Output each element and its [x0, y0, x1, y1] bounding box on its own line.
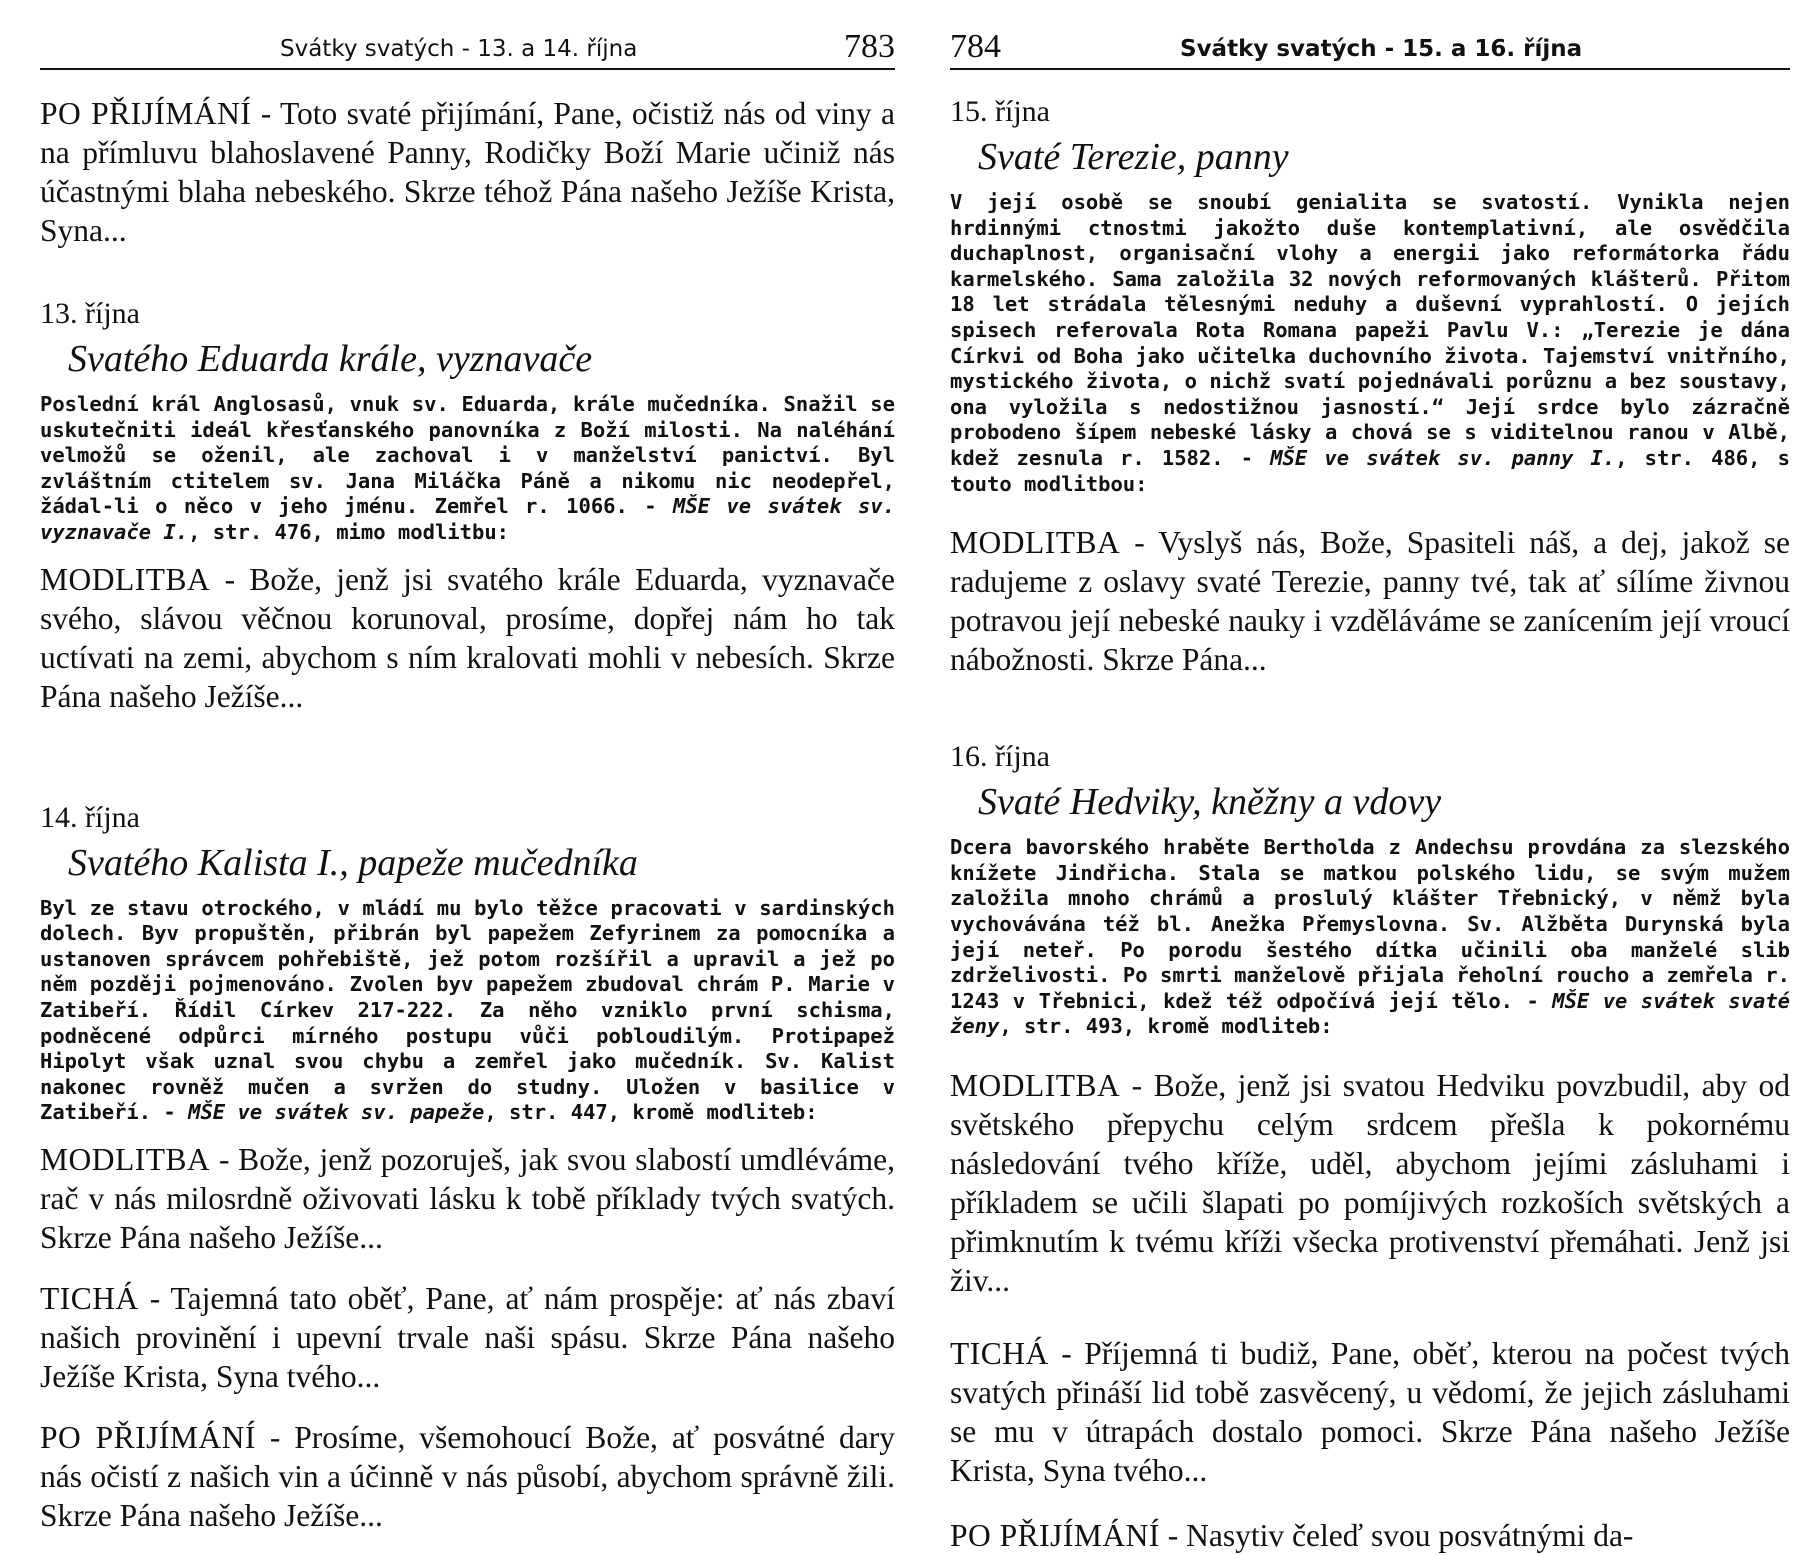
prayer-label: MODLITBA — [40, 1141, 211, 1177]
saint-biography: Dcera bavorského hraběte Bertholda z Andechsu provdána za slezského knížete Jindřicha. Stala se matkou polského lidu, se svým mužem založila mnoho chrámů a proslulý klášter Třebnický, v němž byla vychovávána též bl. Anežka Přemyslovna. Sv. Alžběta Durynská byla její neteř. Po porodu šestého dítka učinili oba manželé slib zdrželivosti. Po smrti manželově přijala řeholní roucho a zemřela r. 1243 v Třebnici, kdež též odpočívá její tělo. - MŠE ve svátek svaté ženy, str. 493, kromě modliteb: — [950, 835, 1791, 1039]
feast-date: 13. října — [40, 297, 140, 330]
left-page — [40, 0, 895, 1533]
saint-biography: Byl ze stavu otrockého, v mládí mu bylo těžce pracovati v sardinských dolech. Byv propuštěn, přibrán byl papežem Zefyrinem za pomocníka a ustanoven správcem pohřebiště, jež potom rozšířil a upravil a jež po něm později pojmenováno. Zvolen byv papežem zbudoval chrám P. Marie v Zatibeří. Řídil Církev 217-222. Za něho vzniklo první schisma, podněcené odpůrci mírného postupu vůči pobloudilým. Protipapež Hipolyt však uznal svou chybu a zemřel jako mučedník. Sv. Kalist nakonec rovněž mučen a svržen do studny. Uložen v basilice v Zatibeří. - MŠE ve svátek sv. papeže, str. 447, kromě modliteb: — [40, 895, 895, 1125]
feast-oct-16 — [950, 739, 1790, 1555]
modlitba-prayer — [950, 1066, 1790, 1300]
saint-title: Svaté Hedviky, kněžny a vdovy — [978, 781, 1442, 824]
prayer-label: MODLITBA — [950, 1067, 1121, 1103]
prayer-label: PO PŘIJÍMÁNÍ — [950, 1517, 1160, 1553]
page-header — [950, 8, 1790, 70]
page-content — [40, 70, 895, 1535]
right-page — [950, 0, 1791, 1553]
prayer-text: - Bože, jenž jsi svatou Hedviku povzbudil, aby od světského přepychu celým srdcem přešla k pokornému následování tvého kříže, uděl, abychom jejími zásluhami i příkladem se učili šlapati po pomíjivých rozkoších světských a přimknutím k tvému kříži všecka protivenství přemáhati. Jenž jsi živ... — [950, 1067, 1790, 1298]
prayer-label: TICHÁ — [950, 1335, 1049, 1371]
prayer-text: - Bože, jenž jsi svatého krále Eduarda, vyznavače svého, slávou věčnou korunoval, prosíme, dopřej nám ho tak uctívati na zemi, abychom s ním kralovati mohli v nebesích. Skrze Pána našeho Ježíše... — [40, 561, 895, 714]
page-content — [950, 70, 1790, 1555]
prayer-text: - Bože, jenž pozoruješ, jak svou slabostí umdléváme, rač v nás milosrdně oživovati lásku k tobě příklady tvých svatých. Skrze Pána našeho Ježíše... — [40, 1141, 895, 1255]
mass-reference: MŠE ve svátek svaté ženy — [950, 988, 1791, 1039]
feast-oct-13 — [40, 296, 895, 716]
prayer-text: - Příjemná ti budiž, Pane, oběť, kterou na počest tvých svatých přináší lid tobě zasvěcený, u vědomí, že jejich zásluhami se mu v útrapách dostalo pomoci. Skrze Pána našeho Ježíše Krista, Syna tvého... — [950, 1335, 1790, 1488]
prayer-label: MODLITBA — [950, 525, 1121, 561]
ticha-prayer — [40, 1279, 895, 1396]
running-title: Svátky svatých - 15. a 16. října — [1180, 36, 1583, 62]
po-prijimani-prayer — [40, 94, 895, 250]
saint-title: Svatého Eduarda krále, vyznavače — [68, 338, 593, 380]
prayer-text: - Toto svaté přijímání, Pane, očistiž nás od viny a na přímluvu blahoslavené Panny, Rodičky Boží Marie učiniž nás účastnými blaha nebeského. Skrze téhož Pána našeho Ježíše Krista, Syna... — [40, 96, 895, 248]
saint-biography: Poslední král Anglosasů, vnuk sv. Eduarda, krále mučedníka. Snažil se uskutečniti ideál křesťanského panovníka z Boží milosti. Na naléhání velmožů se oženil, ale zachoval i v manželství panictví. Byl zvláštním ctitelem sv. Jana Miláčka Páně a nikomu nic neodepřel, žádal-li o něco v jeho jménu. Zemřel r. 1066. - MŠE ve svátek sv. vyznavače I., str. 476, mimo modlitbu: — [40, 392, 895, 544]
mass-reference: MŠE ve svátek sv. vyznavače I. — [40, 494, 895, 544]
saint-biography: V její osobě se snoubí genialita se svatostí. Vynikla nejen hrdinnými ctnostmi jakožto duše kontemplativní, ale osvědčila duchaplnost, organisační vlohy a energii jako reformátorka řádu karmelského. Sama založila 32 nových reformovaných klášterů. Přitom 18 let strádala tělesnými neduhy a duševní vyprahlostí. O jejích spisech referovala Rota Romana papeži Pavlu V.: „Terezie je dána Církvi od Boha jako učitelka duchovního života. Tajemství vnitřního, mystického života, o nichž svatí pojednávali porůznu a bez soustavy, ona vyložila s nedostižnou jasností.“ Její srdce bylo zázračně probodeno šípem nebeské lásky a chová se s viditelnou ranou v Albě, kdež zesnula r. 1582. - MŠE ve svátek sv. panny I., str. 486, s touto modlitbou: — [950, 190, 1790, 496]
running-title: Svátky svatých - 13. a 14. října — [280, 36, 638, 62]
page-header — [40, 8, 895, 70]
ticha-prayer — [950, 1334, 1790, 1490]
feast-date: 14. října — [40, 800, 140, 834]
po-prijimani-prayer — [950, 1516, 1790, 1555]
prayer-text: - Tajemná tato oběť, Pane, ať nám prospěje: ať nás zbaví našich provinění i upevní trvale naši spásu. Skrze Pána našeho Ježíše Krista, Syna tvého... — [40, 1280, 895, 1394]
saint-title: Svaté Terezie, panny — [978, 136, 1289, 178]
saint-title: Svatého Kalista I., papeže mučedníka — [68, 841, 638, 884]
prayer-text: - Prosíme, všemohoucí Bože, ať posvátné dary nás očistí z našich vin a účinně v nás působí, abychom správně žili. Skrze Pána našeho Ježíše... — [40, 1419, 895, 1533]
mass-reference: MŠE ve svátek sv. panny I. — [1270, 445, 1616, 470]
page-number: 783 — [844, 28, 895, 65]
po-prijimani-prayer — [40, 1418, 895, 1535]
prayer-text: - Nasytiv čeleď svou posvátnými da- — [1159, 1517, 1634, 1553]
mass-reference: MŠE ve svátek sv. papeže — [188, 1100, 485, 1125]
feast-date: 16. října — [950, 740, 1050, 774]
prayer-label: TICHÁ — [40, 1280, 139, 1316]
feast-date: 15. října — [950, 95, 1050, 128]
page-number: 784 — [950, 28, 1001, 65]
prayer-text: - Vyslyš nás, Bože, Spasiteli náš, a dej, jakož se radujeme z oslavy svaté Terezie, panny tvé, tak ať sílíme živnou potravou její nebeské nauky i vzděláváme se zanícením její vroucí nábožnosti. Skrze Pána... — [950, 525, 1790, 678]
prayer-label: PO PŘIJÍMÁNÍ — [40, 96, 252, 131]
modlitba-prayer — [950, 523, 1790, 679]
prayer-label: PO PŘIJÍMÁNÍ — [40, 1419, 256, 1455]
feast-oct-14 — [40, 800, 895, 1535]
modlitba-prayer — [40, 1140, 895, 1257]
modlitba-prayer — [40, 560, 895, 716]
prayer-label: MODLITBA — [40, 561, 211, 597]
feast-oct-15 — [950, 94, 1790, 679]
